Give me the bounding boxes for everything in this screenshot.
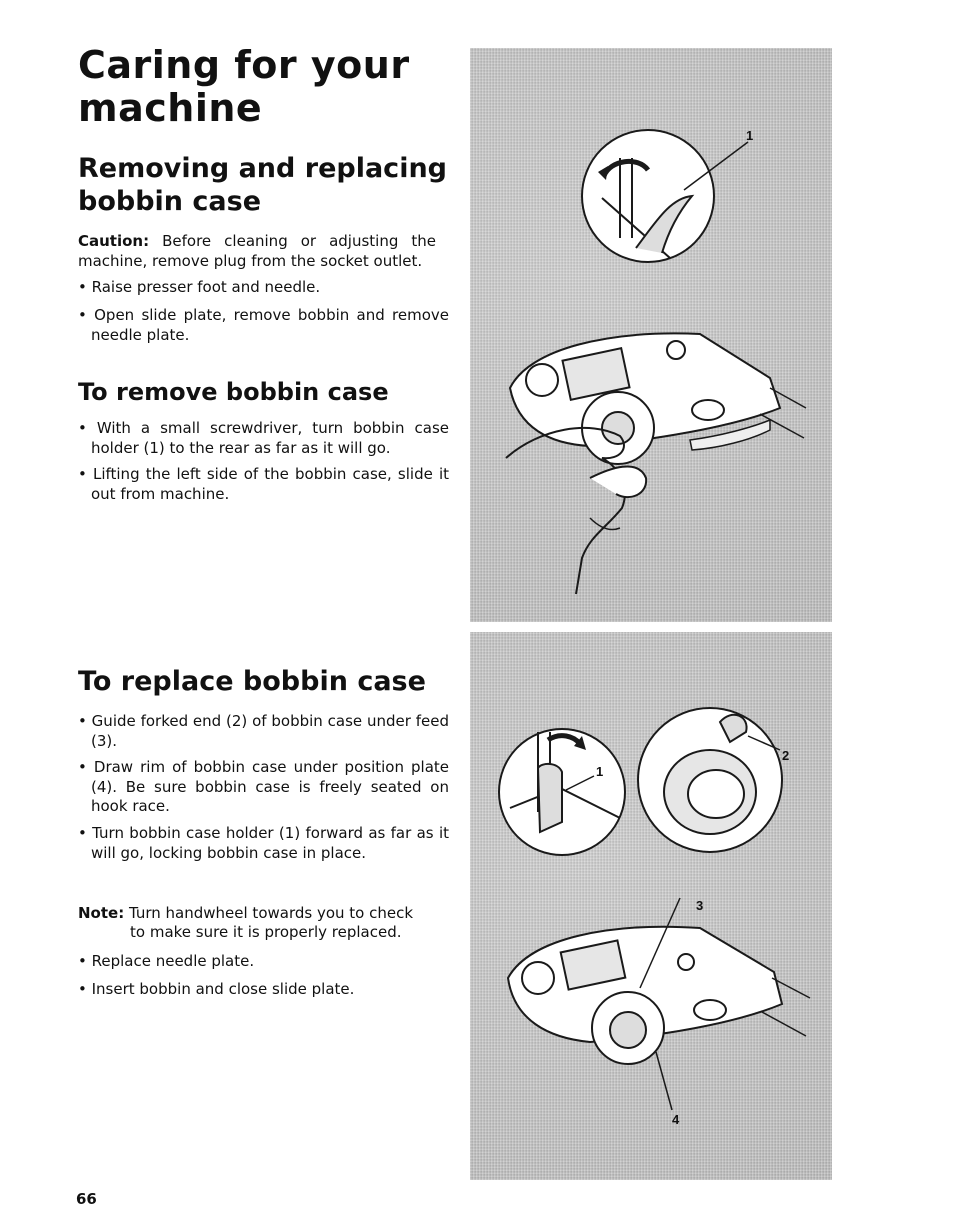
caution-label: Caution: — [78, 232, 150, 250]
list-item: • Insert bobbin and close slide plate. — [78, 980, 355, 998]
list-item: • Lifting the left side of the bobbin case, slide it out from machine. — [78, 465, 449, 503]
callout-label: 3 — [696, 898, 704, 913]
list-item: • Raise presser foot and needle. — [78, 278, 321, 296]
illustration-remove-bobbin — [470, 48, 832, 622]
callout-label: 4 — [672, 1112, 680, 1127]
callout-label: 2 — [782, 748, 790, 763]
replace-title: To replace bobbin case — [78, 666, 426, 697]
list-item: • Draw rim of bobbin case under position plate (4). Be sure bobbin case is freely seated on hook race. — [78, 758, 449, 815]
list-item: • Replace needle plate. — [78, 952, 255, 970]
list-item: • With a small screwdriver, turn bobbin case holder (1) to the rear as far as it will go. — [78, 419, 449, 457]
page-title: Caring for your machine — [78, 43, 410, 130]
section-title: Removing and replacing bobbin case — [78, 153, 447, 217]
list-item: • Guide forked end (2) of bobbin case under feed (3). — [78, 712, 449, 750]
note-line — [78, 904, 436, 924]
callout-label: 1 — [746, 128, 754, 143]
illustration-replace-bobbin — [470, 632, 832, 1180]
note-text: Turn handwheel towards you to check — [124, 904, 414, 922]
caution-text: Before cleaning or adjusting the machine, remove plug from the socket outlet. — [78, 232, 436, 270]
callout-label: 1 — [596, 764, 604, 779]
list-item: • Turn bobbin case holder (1) forward as far as it will go, locking bobbin case in place. — [78, 824, 449, 862]
remove-title: To remove bobbin case — [78, 378, 389, 406]
remove-bobbin-drawing — [470, 48, 832, 622]
note-label: Note: — [78, 904, 125, 922]
note-line-2: to make sure it is properly replaced. — [130, 923, 402, 941]
replace-bobbin-drawing — [470, 632, 832, 1180]
page-number: 66 — [76, 1190, 97, 1208]
list-item: • Open slide plate, remove bobbin and remove needle plate. — [78, 306, 449, 344]
caution-paragraph — [78, 232, 436, 271]
